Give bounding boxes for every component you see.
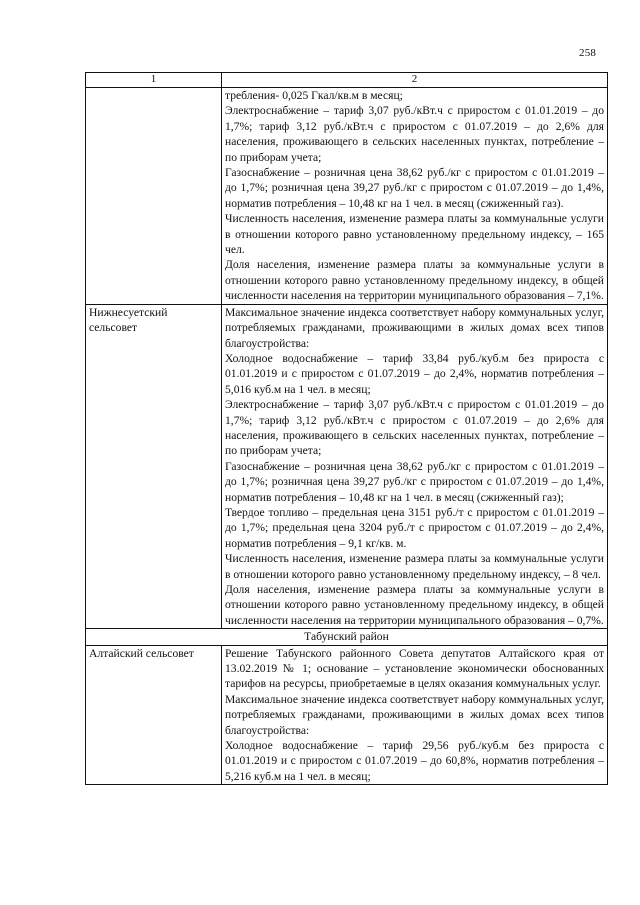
paragraph: Численность населения, изменение размера платы за коммунальные услуги в отношении которого равно установленному предельному индексу, – 8 чел. (225, 552, 604, 581)
region-heading-row (86, 629, 608, 645)
paragraph: Твердое топливо – предельная цена 3151 руб./т с приростом с 01.01.2019 – до 1,7%; предельная цена 3204 руб./т с приростом с 01.07.2019 – до 2,4%, норматив потребления – 9,1 кг/кв. м. (225, 505, 604, 550)
paragraph: Холодное водоснабжение – тариф 29,56 руб./куб.м без прироста с 01.01.2019 и с приростом с 01.07.2019 – до 60,8%, норматив потребления – 5,216 куб.м на 1 чел. в месяц; (225, 739, 604, 783)
region-heading: Табунский район (86, 629, 608, 645)
paragraph: Газоснабжение – розничная цена 38,62 руб./кг с приростом с 01.01.2019 – до 1,7%; розничная цена 39,27 руб./кг с приростом с 01.07.2019 – до 1,4%, норматив потребления – 10,48 кг на 1 чел. в месяц (сжиженный газ); (225, 459, 604, 504)
table-row-continued (86, 88, 608, 305)
page-number: 258 (579, 47, 597, 59)
description-cell (222, 645, 608, 785)
table-row-altaisky (86, 645, 608, 785)
paragraph: Доля населения, изменение размера платы за коммунальные услуги в отношении которого равно установленному предельному индексу, в общей численности населения на территории муниципального образования – 7,1%. (225, 258, 604, 303)
paragraph: Численность населения, изменение размера платы за коммунальные услуги в отношении которого равно установленному предельному индексу, – 165 чел. (225, 212, 604, 257)
paragraph: Решение Табунского районного Совета депутатов Алтайского края от 13.02.2019 № 1; основание – установление экономически обоснованных тарифов на ресурсы, приобретаемые в целях оказания коммунальных услуг. (225, 646, 604, 691)
paragraph: Доля населения, изменение размера платы за коммунальные услуги в отношении которого равно установленному предельному индексу, в общей численности населения на территории муниципального образования – 0,7%. (225, 583, 604, 627)
table-row-nizhnesuetsky (86, 304, 608, 629)
paragraph: Электроснабжение – тариф 3,07 руб./кВт.ч с приростом с 01.01.2019 – до 1,7%; тариф 3,12 руб./кВт.ч с приростом с 01.07.2019 – до 2,6% для населения, проживающего в сельских населенных пунктах, потребление – по приборам учета; (225, 398, 604, 458)
paragraph: Максимальное значение индекса соответствует набору коммунальных услуг, потребляемых гражданами, проживающими в жилых домах всех типов благоустройства: (225, 305, 604, 350)
municipality-name: Алтайский сельсовет (86, 645, 222, 785)
paragraph: Максимальное значение индекса соответствует набору коммунальных услуг, потребляемых гражданами, проживающими в жилых домах всех типов благоустройства: (225, 692, 604, 737)
paragraph: требления- 0,025 Гкал/кв.м в месяц; (225, 89, 403, 102)
paragraph: Холодное водоснабжение – тариф 33,84 руб./куб.м без прироста с 01.01.2019 и с приростом с 01.07.2019 – до 2,4%, норматив потребления – 5,016 куб.м на 1 чел. в месяц; (225, 351, 604, 396)
table-header-row (86, 73, 608, 88)
paragraph: Электроснабжение – тариф 3,07 руб./кВт.ч с приростом с 01.01.2019 – до 1,7%; тариф 3,12 руб./кВт.ч с приростом с 01.07.2019 – до 2,6% для населения, проживающего в сельских населенных пунктах, потребление – по приборам учета; (225, 104, 604, 164)
municipality-cell-empty (86, 88, 222, 305)
description-cell (222, 304, 608, 629)
column-header-2: 2 (222, 73, 608, 88)
description-cell (222, 88, 608, 305)
paragraph: Газоснабжение – розничная цена 38,62 руб./кг с приростом с 01.01.2019 – до 1,7%; розничная цена 39,27 руб./кг с приростом с 01.07.2019 – до 1,4%, норматив потребления – 10,48 кг на 1 чел. в месяц (сжиженный газ). (225, 166, 604, 210)
data-table (85, 72, 608, 785)
column-header-1: 1 (86, 73, 222, 88)
municipality-name: Нижнесуетский сельсовет (86, 304, 222, 629)
